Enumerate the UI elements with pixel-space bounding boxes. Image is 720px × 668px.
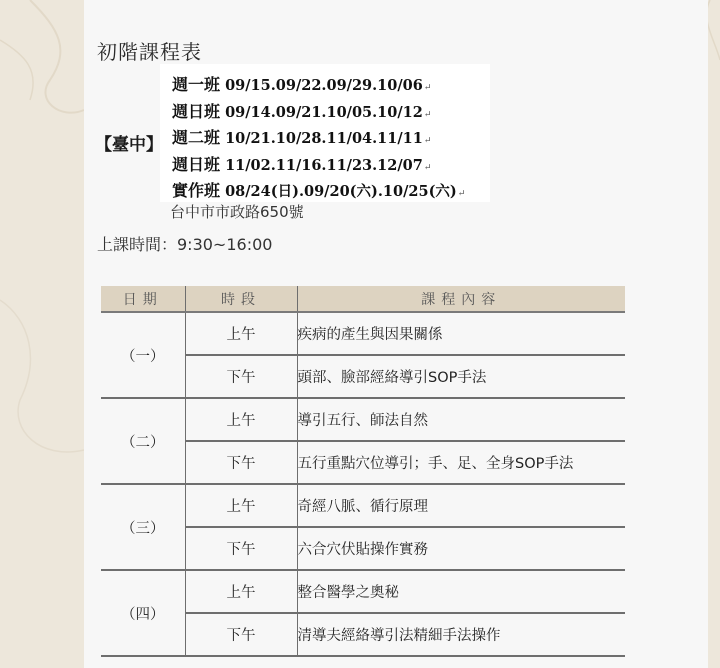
- schedule-dates: 08/24(日).09/20(六).10/25(六): [225, 183, 457, 200]
- period-cell: 上午: [185, 312, 297, 355]
- header-content: 課程內容: [297, 286, 625, 312]
- period-cell: 下午: [185, 441, 297, 484]
- day-cell: （三）: [101, 484, 185, 570]
- schedule-line: [172, 178, 465, 201]
- schedule-dates: 09/15.09/22.09/29.10/06: [225, 77, 423, 94]
- table-row: [101, 312, 625, 355]
- day-cell: （四）: [101, 570, 185, 656]
- schedule-dates: 10/21.10/28.11/04.11/11: [225, 130, 423, 147]
- content-cell: 清導夫經絡導引法精細手法操作: [297, 613, 625, 656]
- header-day: 日期: [101, 286, 185, 312]
- paragraph-mark-icon: ↵: [423, 136, 432, 146]
- content-cell: 整合醫學之奧秘: [297, 570, 625, 613]
- schedule-line: [172, 72, 431, 95]
- paragraph-mark-icon: ↵: [423, 83, 432, 93]
- schedule-line: [172, 99, 431, 122]
- schedule-label: 週日班: [172, 102, 221, 121]
- schedule-label: 週日班: [172, 155, 221, 174]
- schedule-line: [172, 125, 431, 148]
- course-table: [101, 286, 625, 657]
- paragraph-mark-icon: ↵: [423, 163, 432, 173]
- content-cell: 疾病的產生與因果關係: [297, 312, 625, 355]
- header-period: 時段: [185, 286, 297, 312]
- table-row: [101, 484, 625, 527]
- day-cell: （二）: [101, 398, 185, 484]
- schedule-dates: 09/14.09/21.10/05.10/12: [225, 104, 423, 121]
- content-cell: 五行重點穴位導引；手、足、全身SOP手法: [297, 441, 625, 484]
- content-cell: 六合穴伏貼操作實務: [297, 527, 625, 570]
- paragraph-mark-icon: ↵: [457, 189, 466, 199]
- period-cell: 上午: [185, 570, 297, 613]
- period-cell: 上午: [185, 484, 297, 527]
- address: 台中市市政路650號: [170, 203, 304, 221]
- schedule-label: 週一班: [172, 75, 221, 94]
- page-title: 初階課程表: [97, 40, 202, 64]
- paragraph-mark-icon: ↵: [423, 110, 432, 120]
- period-cell: 下午: [185, 527, 297, 570]
- content-cell: 奇經八脈、循行原理: [297, 484, 625, 527]
- period-cell: 下午: [185, 355, 297, 398]
- schedule-label: 實作班: [172, 181, 221, 200]
- period-cell: 下午: [185, 613, 297, 656]
- schedule-line: [172, 152, 431, 175]
- region-label: 【臺中】: [95, 135, 163, 155]
- content-cell: 導引五行、師法自然: [297, 398, 625, 441]
- day-cell: （一）: [101, 312, 185, 398]
- table-row: [101, 570, 625, 613]
- class-time: 上課時間：9:30~16:00: [97, 235, 273, 254]
- period-cell: 上午: [185, 398, 297, 441]
- content-cell: 頭部、臉部經絡導引SOP手法: [297, 355, 625, 398]
- table-header-row: [101, 286, 625, 312]
- schedule-label: 週二班: [172, 128, 221, 147]
- table-row: [101, 398, 625, 441]
- schedule-dates: 11/02.11/16.11/23.12/07: [225, 157, 423, 174]
